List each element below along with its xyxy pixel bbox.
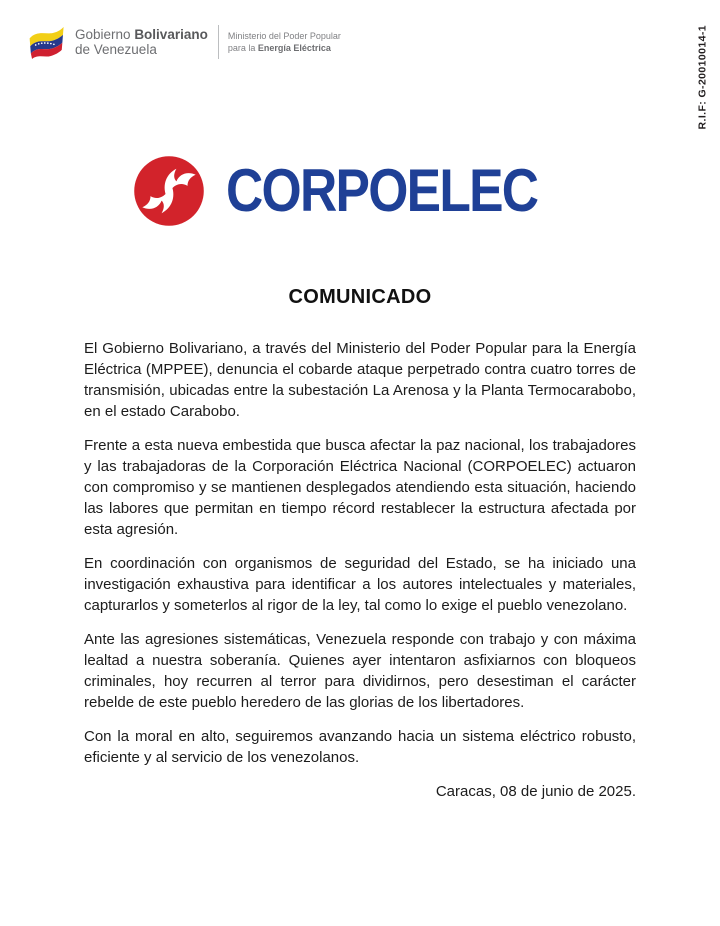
gov-line1-bold: Bolivariano: [134, 26, 208, 42]
document-title: COMUNICADO: [288, 286, 432, 308]
gov-line1-normal: Gobierno: [75, 26, 131, 42]
rif-vertical-text: [682, 25, 708, 130]
corpoelec-wordmark: CORPOELEC: [225, 157, 538, 224]
rif-value: R.I.F: G-20010014-1: [696, 25, 708, 130]
corpoelec-swirl-icon: [132, 154, 206, 228]
dateline: Caracas, 08 de junio de 2025.: [435, 783, 636, 800]
ministry-line1: Ministerio del Poder Popular: [227, 30, 341, 41]
paragraph-4: Ante las agresiones sistemáticas, Venezuela responde con trabajo y con máxima lealtad a nuestra soberanía. Quienes ayer intentaron asfixiarnos con bloqueos criminales, hoy recurren al terror para dividirnos, pero desestiman el carácter rebelde de este pueblo heredero de las glorias de los libertadores.: [84, 631, 636, 711]
paragraph-3: En coordinación con organismos de seguridad del Estado, se ha iniciado una investigación exhaustiva para identificar a los autores intelectuales y materiales, capturarlos y someterlos al rigor de la ley, tal como lo exige el pueblo venezolano.: [84, 555, 636, 614]
paragraph-2: Frente a esta nueva embestida que busca afectar la paz nacional, los trabajadores y las trabajadoras de la Corporación Eléctrica Nacional (CORPOELEC) actuaron con compromiso y se mantienen desplegados atendiendo esta situación, haciendo las labores que permitan en tiempo récord restablecer la estructura afectada por esta agresión.: [84, 437, 636, 538]
venezuela-flag-icon: [26, 24, 66, 60]
header-divider: [218, 25, 219, 59]
paragraph-1: El Gobierno Bolivariano, a través del Ministerio del Poder Popular para la Energía Eléctrica (MPPEE), denuncia el cobarde ataque perpetrado contra cuatro torres de transmisión, ubicadas entre la subestación La Arenosa y la Planta Termocarabobo, en el estado Carabobo.: [84, 340, 636, 420]
ministry-line2-normal: para la: [227, 43, 256, 53]
gov-line2: de Venezuela: [75, 42, 157, 57]
government-name: [75, 27, 218, 57]
ministry-name: [228, 30, 341, 54]
paragraph-5: Con la moral en alto, seguiremos avanzando hacia un sistema eléctrico robusto, eficiente y al servicio de los venezolanos.: [84, 728, 636, 766]
corpoelec-logo: [0, 154, 720, 228]
government-header: [26, 24, 341, 60]
document-body: [84, 338, 636, 802]
ministry-line2-bold: Energía Eléctrica: [257, 43, 331, 53]
